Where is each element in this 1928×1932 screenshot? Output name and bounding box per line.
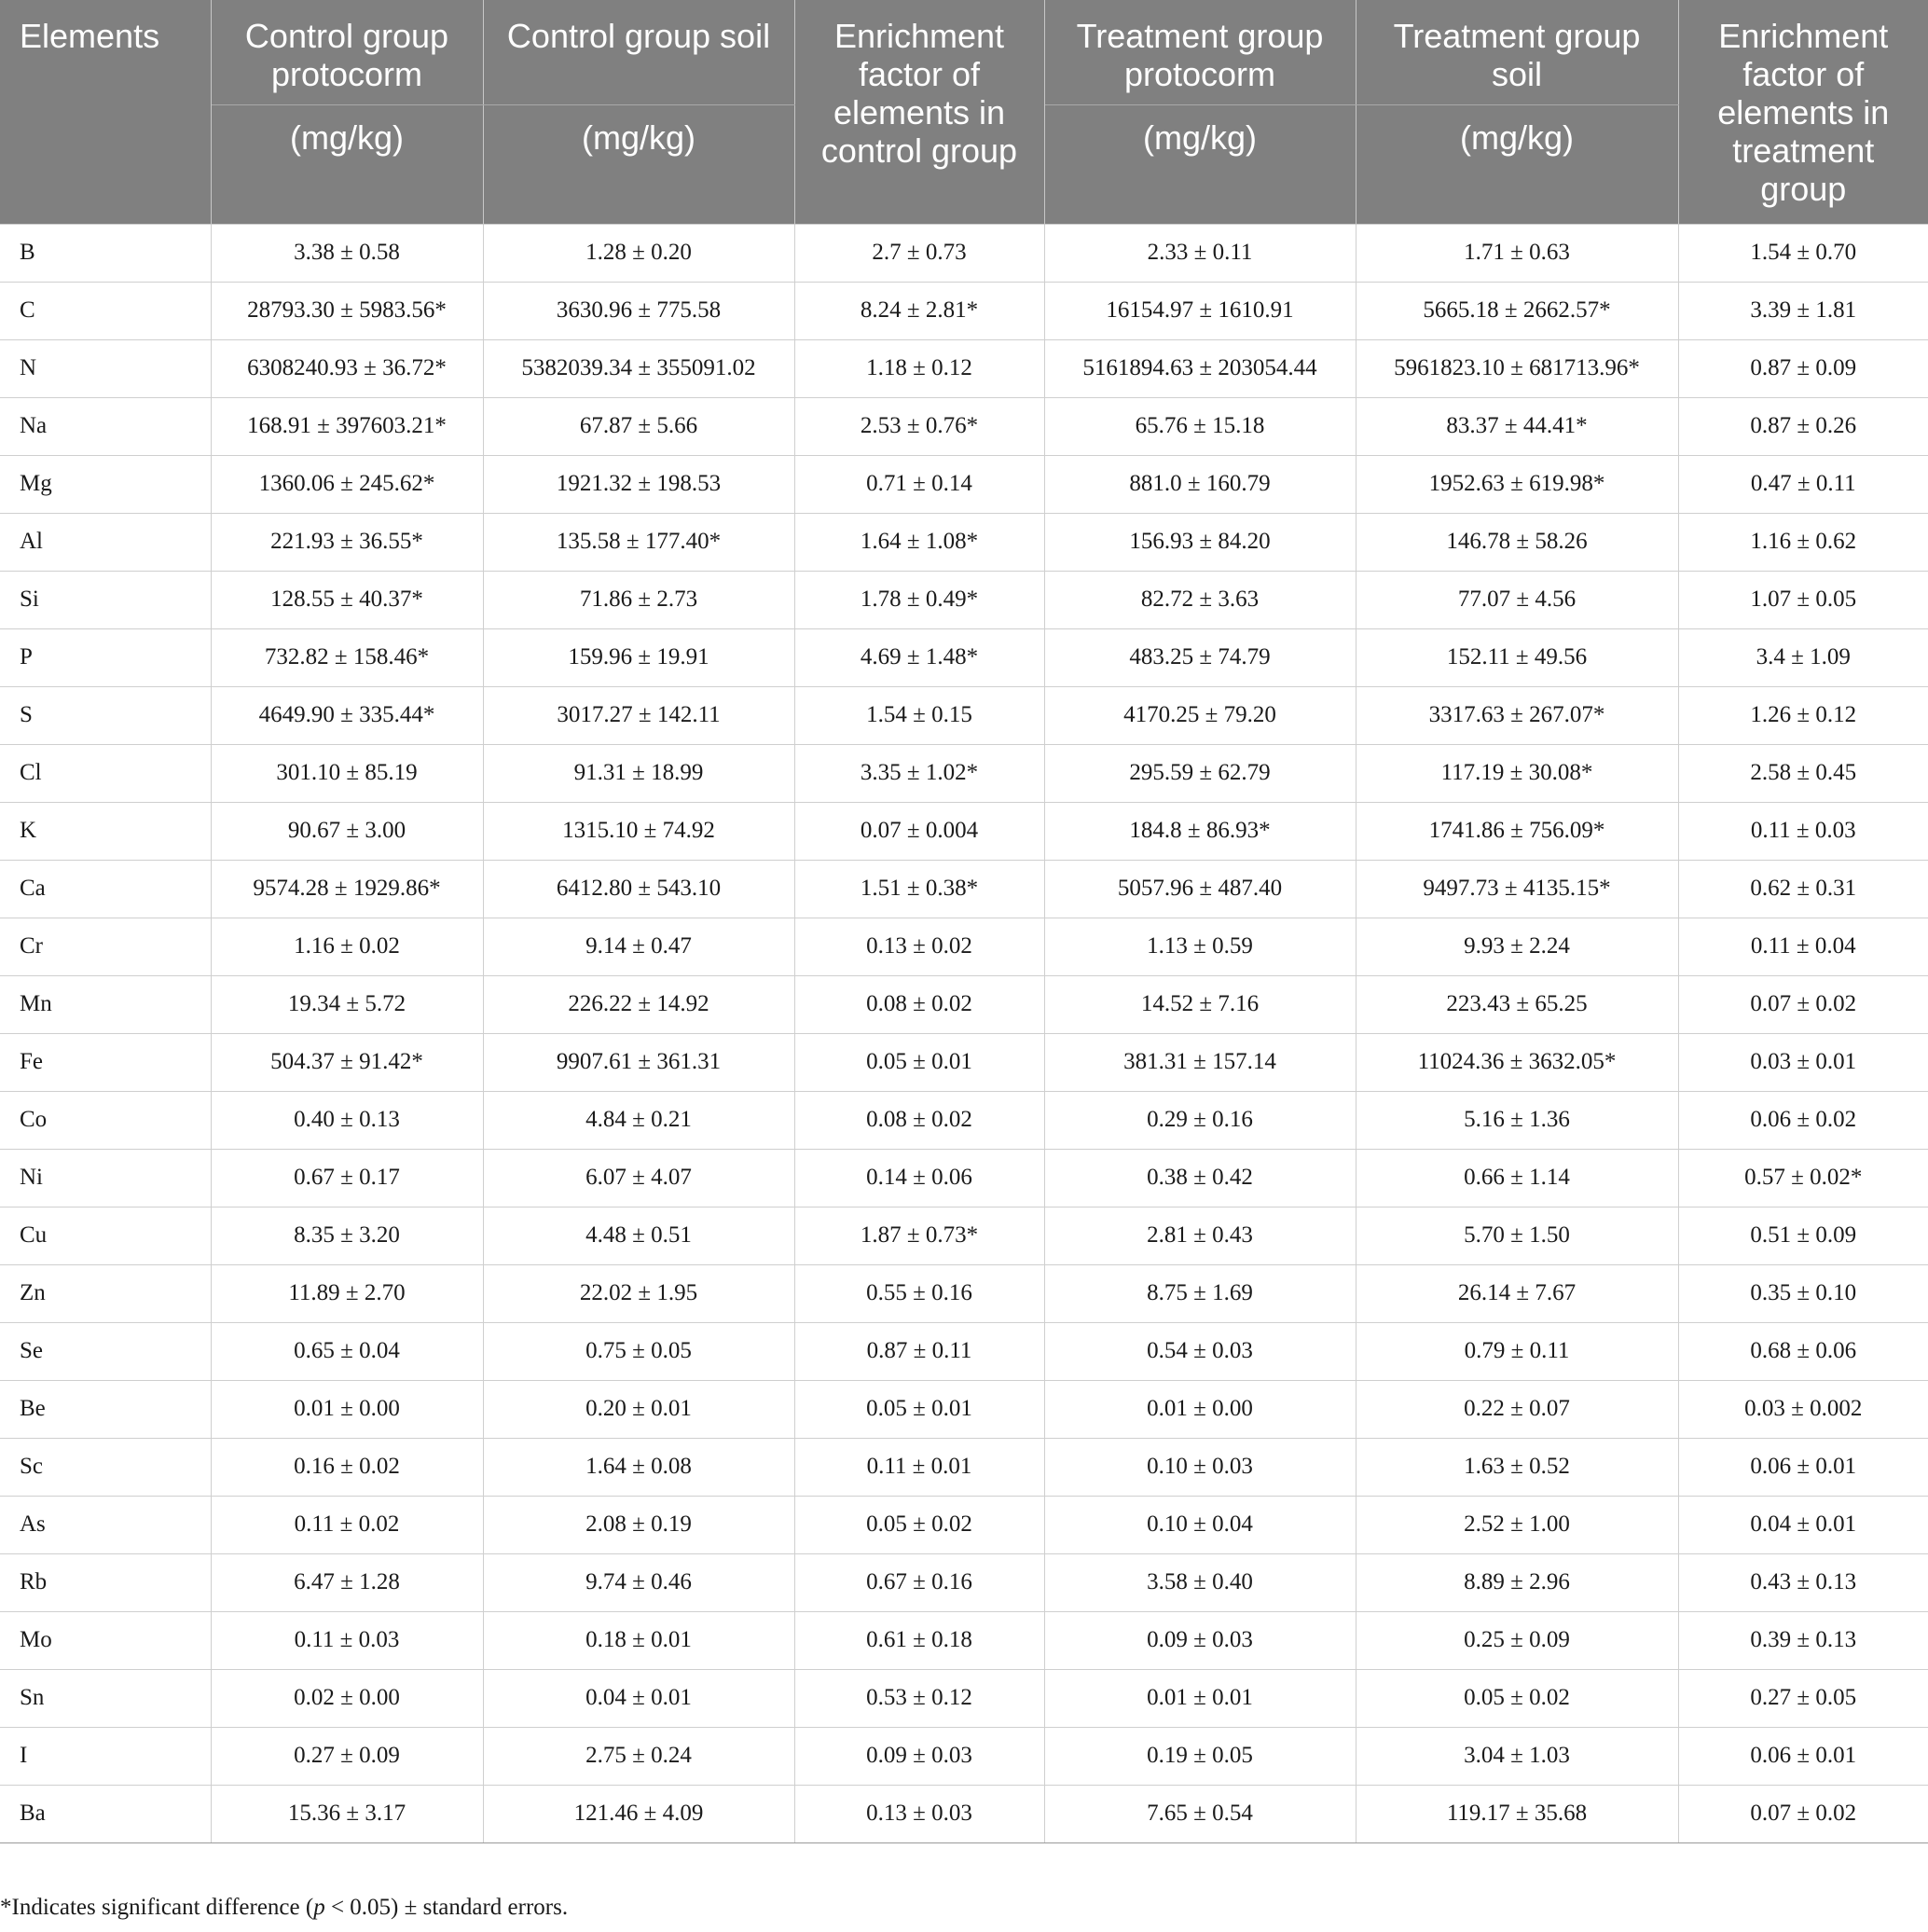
treatment-soil-value: 117.19 ± 30.08* bbox=[1356, 744, 1678, 802]
table-row bbox=[0, 1438, 1928, 1496]
control-protocorm-value: 0.27 ± 0.09 bbox=[211, 1727, 483, 1785]
treatment-protocorm-value: 82.72 ± 3.63 bbox=[1044, 571, 1356, 628]
element-symbol: P bbox=[0, 628, 211, 686]
treatment-soil-value: 2.52 ± 1.00 bbox=[1356, 1496, 1678, 1553]
control-soil-value: 71.86 ± 2.73 bbox=[483, 571, 794, 628]
table-row bbox=[0, 1149, 1928, 1207]
element-symbol: Cr bbox=[0, 918, 211, 975]
header-unit: (mg/kg) bbox=[1044, 104, 1356, 224]
ef-treatment-value: 0.04 ± 0.01 bbox=[1678, 1496, 1928, 1553]
control-protocorm-value: 1360.06 ± 245.62* bbox=[211, 455, 483, 513]
ef-control-value: 0.09 ± 0.03 bbox=[794, 1727, 1044, 1785]
table-row bbox=[0, 628, 1928, 686]
treatment-soil-value: 3317.63 ± 267.07* bbox=[1356, 686, 1678, 744]
ef-control-value: 0.08 ± 0.02 bbox=[794, 1091, 1044, 1149]
table-row bbox=[0, 975, 1928, 1033]
treatment-soil-value: 152.11 ± 49.56 bbox=[1356, 628, 1678, 686]
element-symbol: As bbox=[0, 1496, 211, 1553]
element-symbol: Rb bbox=[0, 1553, 211, 1611]
treatment-soil-value: 77.07 ± 4.56 bbox=[1356, 571, 1678, 628]
element-symbol: Na bbox=[0, 397, 211, 455]
footnote-suffix: < 0.05) ± standard errors. bbox=[324, 1895, 569, 1920]
table-row bbox=[0, 455, 1928, 513]
ef-treatment-value: 0.87 ± 0.26 bbox=[1678, 397, 1928, 455]
element-symbol: Mo bbox=[0, 1611, 211, 1669]
control-protocorm-value: 19.34 ± 5.72 bbox=[211, 975, 483, 1033]
control-soil-value: 9907.61 ± 361.31 bbox=[483, 1033, 794, 1091]
treatment-soil-value: 0.22 ± 0.07 bbox=[1356, 1380, 1678, 1438]
ef-control-value: 0.05 ± 0.01 bbox=[794, 1033, 1044, 1091]
control-soil-value: 4.48 ± 0.51 bbox=[483, 1207, 794, 1264]
treatment-protocorm-value: 0.09 ± 0.03 bbox=[1044, 1611, 1356, 1669]
control-protocorm-value: 0.16 ± 0.02 bbox=[211, 1438, 483, 1496]
ef-control-value: 0.53 ± 0.12 bbox=[794, 1669, 1044, 1727]
table-row bbox=[0, 339, 1928, 397]
control-soil-value: 135.58 ± 177.40* bbox=[483, 513, 794, 571]
treatment-soil-value: 0.66 ± 1.14 bbox=[1356, 1149, 1678, 1207]
element-symbol: I bbox=[0, 1727, 211, 1785]
control-protocorm-value: 0.67 ± 0.17 bbox=[211, 1149, 483, 1207]
treatment-protocorm-value: 8.75 ± 1.69 bbox=[1044, 1264, 1356, 1322]
control-soil-value: 2.08 ± 0.19 bbox=[483, 1496, 794, 1553]
control-soil-value: 0.75 ± 0.05 bbox=[483, 1322, 794, 1380]
table-row bbox=[0, 513, 1928, 571]
treatment-protocorm-value: 0.38 ± 0.42 bbox=[1044, 1149, 1356, 1207]
ef-control-value: 0.13 ± 0.02 bbox=[794, 918, 1044, 975]
ef-treatment-value: 0.62 ± 0.31 bbox=[1678, 860, 1928, 918]
ef-treatment-value: 0.03 ± 0.01 bbox=[1678, 1033, 1928, 1091]
ef-control-value: 1.87 ± 0.73* bbox=[794, 1207, 1044, 1264]
control-protocorm-value: 732.82 ± 158.46* bbox=[211, 628, 483, 686]
ef-control-value: 1.54 ± 0.15 bbox=[794, 686, 1044, 744]
table-row bbox=[0, 1033, 1928, 1091]
ef-treatment-value: 0.39 ± 0.13 bbox=[1678, 1611, 1928, 1669]
table-header bbox=[0, 0, 1928, 224]
ef-treatment-value: 0.06 ± 0.02 bbox=[1678, 1091, 1928, 1149]
ef-control-value: 1.78 ± 0.49* bbox=[794, 571, 1044, 628]
control-protocorm-value: 3.38 ± 0.58 bbox=[211, 224, 483, 282]
treatment-soil-value: 0.25 ± 0.09 bbox=[1356, 1611, 1678, 1669]
treatment-protocorm-value: 0.10 ± 0.04 bbox=[1044, 1496, 1356, 1553]
element-symbol: Si bbox=[0, 571, 211, 628]
treatment-soil-value: 5.16 ± 1.36 bbox=[1356, 1091, 1678, 1149]
ef-control-value: 1.18 ± 0.12 bbox=[794, 339, 1044, 397]
element-symbol: Sc bbox=[0, 1438, 211, 1496]
element-symbol: Ca bbox=[0, 860, 211, 918]
ef-treatment-value: 2.58 ± 0.45 bbox=[1678, 744, 1928, 802]
ef-control-value: 0.07 ± 0.004 bbox=[794, 802, 1044, 860]
control-protocorm-value: 0.02 ± 0.00 bbox=[211, 1669, 483, 1727]
treatment-soil-value: 9497.73 ± 4135.15* bbox=[1356, 860, 1678, 918]
table-row bbox=[0, 1611, 1928, 1669]
control-protocorm-value: 11.89 ± 2.70 bbox=[211, 1264, 483, 1322]
treatment-soil-value: 1741.86 ± 756.09* bbox=[1356, 802, 1678, 860]
control-soil-value: 5382039.34 ± 355091.02 bbox=[483, 339, 794, 397]
ef-control-value: 4.69 ± 1.48* bbox=[794, 628, 1044, 686]
ef-control-value: 1.51 ± 0.38* bbox=[794, 860, 1044, 918]
ef-control-value: 0.61 ± 0.18 bbox=[794, 1611, 1044, 1669]
treatment-protocorm-value: 2.81 ± 0.43 bbox=[1044, 1207, 1356, 1264]
control-soil-value: 4.84 ± 0.21 bbox=[483, 1091, 794, 1149]
header-ef-control: Enrichment factor of elements in control group bbox=[794, 0, 1044, 224]
control-protocorm-value: 8.35 ± 3.20 bbox=[211, 1207, 483, 1264]
table-row bbox=[0, 1322, 1928, 1380]
table-row bbox=[0, 686, 1928, 744]
control-soil-value: 1921.32 ± 198.53 bbox=[483, 455, 794, 513]
table-row bbox=[0, 571, 1928, 628]
ef-control-value: 0.08 ± 0.02 bbox=[794, 975, 1044, 1033]
header-elements: Elements bbox=[0, 0, 211, 224]
table-row bbox=[0, 1207, 1928, 1264]
treatment-soil-value: 1.71 ± 0.63 bbox=[1356, 224, 1678, 282]
ef-treatment-value: 0.68 ± 0.06 bbox=[1678, 1322, 1928, 1380]
control-protocorm-value: 221.93 ± 36.55* bbox=[211, 513, 483, 571]
table-footnote bbox=[0, 1895, 568, 1921]
treatment-protocorm-value: 3.58 ± 0.40 bbox=[1044, 1553, 1356, 1611]
control-soil-value: 22.02 ± 1.95 bbox=[483, 1264, 794, 1322]
table-row bbox=[0, 1727, 1928, 1785]
treatment-protocorm-value: 881.0 ± 160.79 bbox=[1044, 455, 1356, 513]
ef-treatment-value: 3.39 ± 1.81 bbox=[1678, 282, 1928, 339]
element-symbol: Se bbox=[0, 1322, 211, 1380]
control-soil-value: 6.07 ± 4.07 bbox=[483, 1149, 794, 1207]
ef-treatment-value: 0.27 ± 0.05 bbox=[1678, 1669, 1928, 1727]
control-protocorm-value: 0.01 ± 0.00 bbox=[211, 1380, 483, 1438]
ef-treatment-value: 1.26 ± 0.12 bbox=[1678, 686, 1928, 744]
element-symbol: Co bbox=[0, 1091, 211, 1149]
ef-treatment-value: 0.06 ± 0.01 bbox=[1678, 1727, 1928, 1785]
control-soil-value: 121.46 ± 4.09 bbox=[483, 1785, 794, 1842]
control-soil-value: 0.04 ± 0.01 bbox=[483, 1669, 794, 1727]
treatment-protocorm-value: 4170.25 ± 79.20 bbox=[1044, 686, 1356, 744]
control-protocorm-value: 504.37 ± 91.42* bbox=[211, 1033, 483, 1091]
ef-treatment-value: 0.47 ± 0.11 bbox=[1678, 455, 1928, 513]
table-row bbox=[0, 1380, 1928, 1438]
treatment-soil-value: 5.70 ± 1.50 bbox=[1356, 1207, 1678, 1264]
control-protocorm-value: 301.10 ± 85.19 bbox=[211, 744, 483, 802]
ef-control-value: 1.64 ± 1.08* bbox=[794, 513, 1044, 571]
element-symbol: Fe bbox=[0, 1033, 211, 1091]
ef-control-value: 0.55 ± 0.16 bbox=[794, 1264, 1044, 1322]
element-symbol: Mg bbox=[0, 455, 211, 513]
ef-treatment-value: 0.87 ± 0.09 bbox=[1678, 339, 1928, 397]
control-soil-value: 3630.96 ± 775.58 bbox=[483, 282, 794, 339]
ef-treatment-value: 0.11 ± 0.03 bbox=[1678, 802, 1928, 860]
header-unit: (mg/kg) bbox=[1356, 104, 1678, 224]
table-row bbox=[0, 744, 1928, 802]
element-symbol: Cu bbox=[0, 1207, 211, 1264]
ef-control-value: 0.11 ± 0.01 bbox=[794, 1438, 1044, 1496]
treatment-protocorm-value: 5161894.63 ± 203054.44 bbox=[1044, 339, 1356, 397]
table-row bbox=[0, 224, 1928, 282]
control-protocorm-value: 9574.28 ± 1929.86* bbox=[211, 860, 483, 918]
treatment-protocorm-value: 16154.97 ± 1610.91 bbox=[1044, 282, 1356, 339]
table-row bbox=[0, 918, 1928, 975]
control-soil-value: 0.18 ± 0.01 bbox=[483, 1611, 794, 1669]
treatment-soil-value: 223.43 ± 65.25 bbox=[1356, 975, 1678, 1033]
treatment-soil-value: 0.79 ± 0.11 bbox=[1356, 1322, 1678, 1380]
treatment-soil-value: 119.17 ± 35.68 bbox=[1356, 1785, 1678, 1842]
treatment-soil-value: 5961823.10 ± 681713.96* bbox=[1356, 339, 1678, 397]
treatment-protocorm-value: 0.01 ± 0.01 bbox=[1044, 1669, 1356, 1727]
treatment-soil-value: 26.14 ± 7.67 bbox=[1356, 1264, 1678, 1322]
header-unit: (mg/kg) bbox=[211, 104, 483, 224]
element-symbol: Zn bbox=[0, 1264, 211, 1322]
control-protocorm-value: 0.11 ± 0.03 bbox=[211, 1611, 483, 1669]
control-soil-value: 2.75 ± 0.24 bbox=[483, 1727, 794, 1785]
header-unit: (mg/kg) bbox=[483, 104, 794, 224]
element-symbol: S bbox=[0, 686, 211, 744]
control-soil-value: 1315.10 ± 74.92 bbox=[483, 802, 794, 860]
treatment-protocorm-value: 0.01 ± 0.00 bbox=[1044, 1380, 1356, 1438]
control-protocorm-value: 0.65 ± 0.04 bbox=[211, 1322, 483, 1380]
ef-treatment-value: 0.43 ± 0.13 bbox=[1678, 1553, 1928, 1611]
treatment-protocorm-value: 0.29 ± 0.16 bbox=[1044, 1091, 1356, 1149]
treatment-protocorm-value: 1.13 ± 0.59 bbox=[1044, 918, 1356, 975]
control-soil-value: 1.28 ± 0.20 bbox=[483, 224, 794, 282]
ef-treatment-value: 1.16 ± 0.62 bbox=[1678, 513, 1928, 571]
table-row bbox=[0, 282, 1928, 339]
control-soil-value: 67.87 ± 5.66 bbox=[483, 397, 794, 455]
control-soil-value: 3017.27 ± 142.11 bbox=[483, 686, 794, 744]
control-protocorm-value: 128.55 ± 40.37* bbox=[211, 571, 483, 628]
table-row bbox=[0, 1553, 1928, 1611]
treatment-protocorm-value: 0.19 ± 0.05 bbox=[1044, 1727, 1356, 1785]
element-symbol: Ba bbox=[0, 1785, 211, 1842]
element-symbol: N bbox=[0, 339, 211, 397]
header-treatment-protocorm: Treatment group protocorm bbox=[1044, 0, 1356, 104]
element-symbol: Al bbox=[0, 513, 211, 571]
control-soil-value: 226.22 ± 14.92 bbox=[483, 975, 794, 1033]
ef-control-value: 8.24 ± 2.81* bbox=[794, 282, 1044, 339]
element-symbol: Be bbox=[0, 1380, 211, 1438]
element-symbol: Mn bbox=[0, 975, 211, 1033]
treatment-protocorm-value: 14.52 ± 7.16 bbox=[1044, 975, 1356, 1033]
element-symbol: C bbox=[0, 282, 211, 339]
ef-treatment-value: 0.51 ± 0.09 bbox=[1678, 1207, 1928, 1264]
control-protocorm-value: 6.47 ± 1.28 bbox=[211, 1553, 483, 1611]
ef-control-value: 0.71 ± 0.14 bbox=[794, 455, 1044, 513]
ef-treatment-value: 0.06 ± 0.01 bbox=[1678, 1438, 1928, 1496]
table-row bbox=[0, 397, 1928, 455]
footnote-prefix: *Indicates significant difference ( bbox=[0, 1895, 314, 1920]
footnote-p-symbol: p bbox=[313, 1895, 325, 1920]
control-soil-value: 9.14 ± 0.47 bbox=[483, 918, 794, 975]
ef-control-value: 2.53 ± 0.76* bbox=[794, 397, 1044, 455]
treatment-soil-value: 146.78 ± 58.26 bbox=[1356, 513, 1678, 571]
treatment-soil-value: 1.63 ± 0.52 bbox=[1356, 1438, 1678, 1496]
treatment-protocorm-value: 5057.96 ± 487.40 bbox=[1044, 860, 1356, 918]
ef-control-value: 0.05 ± 0.02 bbox=[794, 1496, 1044, 1553]
header-ef-treatment: Enrichment factor of elements in treatment group bbox=[1678, 0, 1928, 224]
treatment-protocorm-value: 65.76 ± 15.18 bbox=[1044, 397, 1356, 455]
treatment-protocorm-value: 0.10 ± 0.03 bbox=[1044, 1438, 1356, 1496]
ef-control-value: 0.13 ± 0.03 bbox=[794, 1785, 1044, 1842]
header-treatment-soil: Treatment group soil bbox=[1356, 0, 1678, 104]
treatment-soil-value: 3.04 ± 1.03 bbox=[1356, 1727, 1678, 1785]
ef-treatment-value: 0.07 ± 0.02 bbox=[1678, 975, 1928, 1033]
treatment-protocorm-value: 2.33 ± 0.11 bbox=[1044, 224, 1356, 282]
control-soil-value: 1.64 ± 0.08 bbox=[483, 1438, 794, 1496]
ef-control-value: 0.14 ± 0.06 bbox=[794, 1149, 1044, 1207]
control-soil-value: 6412.80 ± 543.10 bbox=[483, 860, 794, 918]
treatment-protocorm-value: 381.31 ± 157.14 bbox=[1044, 1033, 1356, 1091]
control-protocorm-value: 0.11 ± 0.02 bbox=[211, 1496, 483, 1553]
control-soil-value: 159.96 ± 19.91 bbox=[483, 628, 794, 686]
control-protocorm-value: 4649.90 ± 335.44* bbox=[211, 686, 483, 744]
table-row bbox=[0, 1264, 1928, 1322]
ef-control-value: 0.05 ± 0.01 bbox=[794, 1380, 1044, 1438]
ef-control-value: 2.7 ± 0.73 bbox=[794, 224, 1044, 282]
treatment-protocorm-value: 0.54 ± 0.03 bbox=[1044, 1322, 1356, 1380]
table-row bbox=[0, 802, 1928, 860]
ef-control-value: 0.67 ± 0.16 bbox=[794, 1553, 1044, 1611]
control-protocorm-value: 28793.30 ± 5983.56* bbox=[211, 282, 483, 339]
control-protocorm-value: 6308240.93 ± 36.72* bbox=[211, 339, 483, 397]
table-row bbox=[0, 1091, 1928, 1149]
control-soil-value: 0.20 ± 0.01 bbox=[483, 1380, 794, 1438]
table-body bbox=[0, 224, 1928, 1842]
element-symbol: B bbox=[0, 224, 211, 282]
treatment-soil-value: 0.05 ± 0.02 bbox=[1356, 1669, 1678, 1727]
control-protocorm-value: 0.40 ± 0.13 bbox=[211, 1091, 483, 1149]
treatment-soil-value: 5665.18 ± 2662.57* bbox=[1356, 282, 1678, 339]
table-row bbox=[0, 1669, 1928, 1727]
table-row bbox=[0, 860, 1928, 918]
treatment-soil-value: 11024.36 ± 3632.05* bbox=[1356, 1033, 1678, 1091]
control-protocorm-value: 168.91 ± 397603.21* bbox=[211, 397, 483, 455]
table-row bbox=[0, 1496, 1928, 1553]
control-soil-value: 91.31 ± 18.99 bbox=[483, 744, 794, 802]
treatment-protocorm-value: 483.25 ± 74.79 bbox=[1044, 628, 1356, 686]
treatment-protocorm-value: 295.59 ± 62.79 bbox=[1044, 744, 1356, 802]
ef-control-value: 3.35 ± 1.02* bbox=[794, 744, 1044, 802]
ef-treatment-value: 0.11 ± 0.04 bbox=[1678, 918, 1928, 975]
ef-treatment-value: 1.54 ± 0.70 bbox=[1678, 224, 1928, 282]
ef-treatment-value: 3.4 ± 1.09 bbox=[1678, 628, 1928, 686]
ef-treatment-value: 0.03 ± 0.002 bbox=[1678, 1380, 1928, 1438]
treatment-soil-value: 8.89 ± 2.96 bbox=[1356, 1553, 1678, 1611]
ef-treatment-value: 0.57 ± 0.02* bbox=[1678, 1149, 1928, 1207]
element-symbol: Ni bbox=[0, 1149, 211, 1207]
treatment-protocorm-value: 7.65 ± 0.54 bbox=[1044, 1785, 1356, 1842]
treatment-protocorm-value: 156.93 ± 84.20 bbox=[1044, 513, 1356, 571]
ef-treatment-value: 0.35 ± 0.10 bbox=[1678, 1264, 1928, 1322]
header-control-protocorm: Control group protocorm bbox=[211, 0, 483, 104]
control-protocorm-value: 90.67 ± 3.00 bbox=[211, 802, 483, 860]
ef-treatment-value: 1.07 ± 0.05 bbox=[1678, 571, 1928, 628]
treatment-soil-value: 83.37 ± 44.41* bbox=[1356, 397, 1678, 455]
treatment-protocorm-value: 184.8 ± 86.93* bbox=[1044, 802, 1356, 860]
element-symbol: Sn bbox=[0, 1669, 211, 1727]
treatment-soil-value: 9.93 ± 2.24 bbox=[1356, 918, 1678, 975]
control-soil-value: 9.74 ± 0.46 bbox=[483, 1553, 794, 1611]
header-control-soil: Control group soil bbox=[483, 0, 794, 104]
ef-treatment-value: 0.07 ± 0.02 bbox=[1678, 1785, 1928, 1842]
element-symbol: K bbox=[0, 802, 211, 860]
ef-control-value: 0.87 ± 0.11 bbox=[794, 1322, 1044, 1380]
table-row bbox=[0, 1785, 1928, 1842]
control-protocorm-value: 1.16 ± 0.02 bbox=[211, 918, 483, 975]
treatment-soil-value: 1952.63 ± 619.98* bbox=[1356, 455, 1678, 513]
element-symbol: Cl bbox=[0, 744, 211, 802]
control-protocorm-value: 15.36 ± 3.17 bbox=[211, 1785, 483, 1842]
